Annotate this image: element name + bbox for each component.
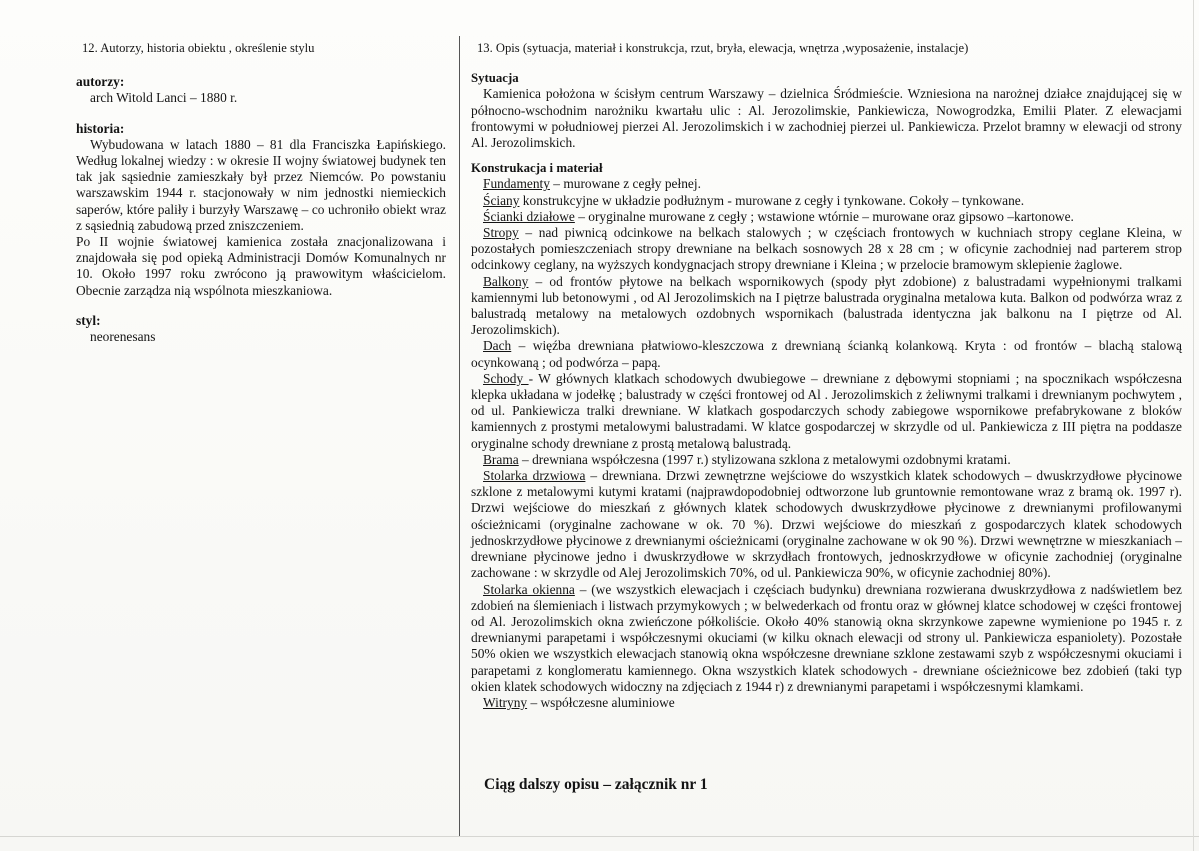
construction-item-doors <box>471 468 1182 581</box>
construction-item-walls <box>471 193 1182 209</box>
authors-label: autorzy: <box>76 74 125 90</box>
style-value: neorenesans <box>90 329 156 345</box>
construction-item-partition-walls <box>471 209 1182 225</box>
item-term: Schody <box>483 370 529 386</box>
item-text: – współczesne aluminiowe <box>527 694 675 710</box>
construction-item-foundations <box>471 176 1182 192</box>
style-block <box>76 313 446 345</box>
history-paragraph-1: Wybudowana w latach 1880 – 81 dla Franciszka Łapińskiego. Według lokalnej wiedzy : w okresie II wojny światowej budynek ten tak jak sąsiednie zamieszkały był przez Niemców. Po powstaniu warszawskim 1944 r. stacjonowały w nim jednostki niemieckich saperów, które paliły i burzyły Warszawę – co uchroniło obiekt wraz z sąsiednią zabudową przed zniszczeniem. <box>76 136 446 233</box>
item-text: – więźba drewniana płatwiowo-kleszczowa z drewnianą ścianką kolankową. Kryta : od frontów – blachą stalową ocynkowaną ; od podwórza – papą. <box>471 338 1182 370</box>
item-text: - W głównych klatkach schodowych dwubiegowe – drewniane z dębowymi stopniami ; na spocznikach współczesna klepka układana w jodełkę ; balustrady w części frontowej od Al . Jerozolimskich z żeliwnymi tralkami i drewnianym pochwytem , od ul. Pankiewicza tralki drewniane. W klatkach gospodarczych schody zabiegowe wspornikowe prefabrykowane z bloków kamiennych z prostymi metalowymi balustradami. W klatce gospodarczej w skrzydle od ul. Pankiewicza z III piętra na poddasze oryginalne schody drewniane z prostą metalową balustradą. <box>471 370 1182 451</box>
authors-block <box>76 74 446 106</box>
item-term: Stolarka drzwiowa <box>483 468 586 484</box>
section-13-title: 13. Opis (sytuacja, materiał i konstrukcja, rzut, bryła, elewacja, wnętrza ,wyposażenie, instalacje) <box>477 41 969 55</box>
item-text: – (we wszystkich elewacjach i częściach budynku) drewniana rozwierana dwuskrzydłowa z nadświetlem bez zdobień na ślemieniach i listwach przymykowych ; w belwederkach od frontu oraz w głównej klatce schodowej w części frontowej od Al. Jerozolimskich okna zwieńczone półkoliście. Około 40% stanowią okna skrzynkowe zapewne wymienione po 1945 r. z drewnianymi parapetami i współczesnymi okuciami (w kilku oknach elewacji od strony ul. Pankiewicza espanioletу). Pozostałe 50% okien we wszystkich elewacjach stanowią okna współczesne drewniane szklone zestawami szyb z współczesnymi okuciami i parapetami z konglomeratu kamiennego. Okna wszystkich klatek schodowych - drewniane ościeżnicowe bez zdobień (taki typ okien klatek schodowych widoczny na zdjęciach z 1944 r) z drewnianymi parapetami i współczesnymi klamkami. <box>471 581 1182 694</box>
situation-label: Sytuacja <box>471 71 519 86</box>
situation-block <box>471 70 1182 151</box>
continuation-note: Ciąg dalszy opisu – załącznik nr 1 <box>484 776 708 793</box>
column-divider <box>459 36 460 836</box>
construction-item-ceilings <box>471 225 1182 274</box>
right-frame-line <box>1193 0 1194 851</box>
item-text: – od frontów płytowe na belkach wspornikowych (spody płyt zdobione) z balustradami wypełnionymi tralkami kamiennymi lub betonowymi , od Al Jerozolimskich na I piętrze balustrada oryginalna metalowa kuta. Balkon od podwórza wraz z balustradą metalowy na metalowych ozdobnych wspornikach (balustrada identyczna jak balkonu na I piętrze od Al. Jerozolimskich). <box>471 273 1182 338</box>
section-12-title: 12. Autorzy, historia obiektu , określenie stylu <box>82 41 315 55</box>
item-text: konstrukcyjne w układzie podłużnym - murowane z cegły i tynkowane. Cokoły – tynkowane. <box>519 192 1025 208</box>
situation-text: Kamienica położona w ścisłym centrum Warszawy – dzielnica Śródmieście. Wzniesiona na narożnej działce znajdującej się w północno-wschodnim narożniku kwartału ulic : Al. Jerozolimskie, Pankiewicza, Nowogrodzka, Emilii Plater. Z elewacjami frontowymi w południowej pierzei Al. Jerozolimskich i w zachodniej pierzei ul. Pankiewicza. Przelot bramny w elewacji od strony Al. Jerozolimskich. <box>471 86 1182 151</box>
construction-block <box>471 160 1182 711</box>
construction-item-windows <box>471 582 1182 695</box>
style-label: styl: <box>76 312 101 328</box>
construction-item-stairs <box>471 371 1182 452</box>
item-term: Brama <box>483 451 519 467</box>
history-label: historia: <box>76 120 125 136</box>
authors-value: arch Witold Lanci – 1880 r. <box>90 90 238 106</box>
construction-item-roof <box>471 338 1182 370</box>
right-column <box>471 40 1182 720</box>
item-term: Stolarka okienna <box>483 581 575 597</box>
item-text: – drewniana. Drzwi zewnętrzne wejściowe do wszystkich klatek schodowych – dwuskrzydłowe płycinowe szklone z metalowymi kutymi kratami (najprawdopodobniej odtworzone lub gruntownie remontowane wraz z bramą ok. 1997 r). Drzwi wejściowe do mieszkań z głównych klatek schodowych dwuskrzydłowe płycinowe z drewnianymi profilowanymi ościeżnicami (oryginalne zachowane w ok. 70 %). Drzwi wejściowe do mieszkań z gospodarczych klatek schodowych jednoskrzydłowe płycinowe z drewnianymi ościeżnicami (oryginalne zachowane w ok 90 %). Drzwi wewnętrzne w mieszkaniach – drewniane płycinowe jedno i dwuskrzydłowe w skrzydłach frontowych, jednoskrzydłowe w oficynie zachodniej (oryginalne zachowane : w skrzydle od Alej Jerozolimskich 70%, od ul. Pankiewicza 90%, w oficynie zachodniej 80%). <box>471 468 1182 581</box>
item-text: – murowane z cegły pełnej. <box>549 176 701 192</box>
construction-item-shopfronts <box>471 695 1182 711</box>
item-term: Witryny <box>483 694 528 710</box>
history-block <box>76 121 446 299</box>
item-term: Ściany <box>483 192 520 208</box>
history-paragraph-2: Po II wojnie światowej kamienica została znacjonalizowana i znajdowała się pod opieką Administracji Domów Komunalnych nr 10. Około 1997 roku zwrócono ją prawowitym właścicielom. Obecnie zarządza nią wspólnota mieszkaniowa. <box>76 234 446 298</box>
construction-label: Konstrukacja i materiał <box>471 161 603 176</box>
construction-item-gate <box>471 452 1182 468</box>
item-text: – oryginalne murowane z cegły ; wstawione wtórnie – murowane oraz gipsowo –kartonowe. <box>574 208 1074 224</box>
construction-item-balconies <box>471 274 1182 339</box>
item-term: Dach <box>483 338 512 354</box>
item-term: Stropy <box>483 225 519 241</box>
item-term: Balkony <box>483 273 529 289</box>
item-text: – nad piwnicą odcinkowe na belkach stalowych ; w częściach frontowych w kuchniach stropy ceglane Kleina, w pozostałych pomieszczeniach stropy drewniane na belkach sosnowych 28 x 28 cm ; w oficynie zachodniej nad parterem strop odcinkowy ceglany, na wyższych kondygnacjach stropy drewniane i Kleina ; w przelocie bramowym sklepienie żaglowe. <box>471 225 1182 273</box>
left-column <box>76 40 446 359</box>
bottom-frame-line <box>0 836 1199 837</box>
item-term: Ścianki działowe <box>483 208 575 224</box>
item-term: Fundamenty <box>483 176 550 192</box>
item-text: – drewniana współczesna (1997 r.) stylizowana szklona z metalowymi ozdobnymi kratami. <box>518 451 1011 467</box>
